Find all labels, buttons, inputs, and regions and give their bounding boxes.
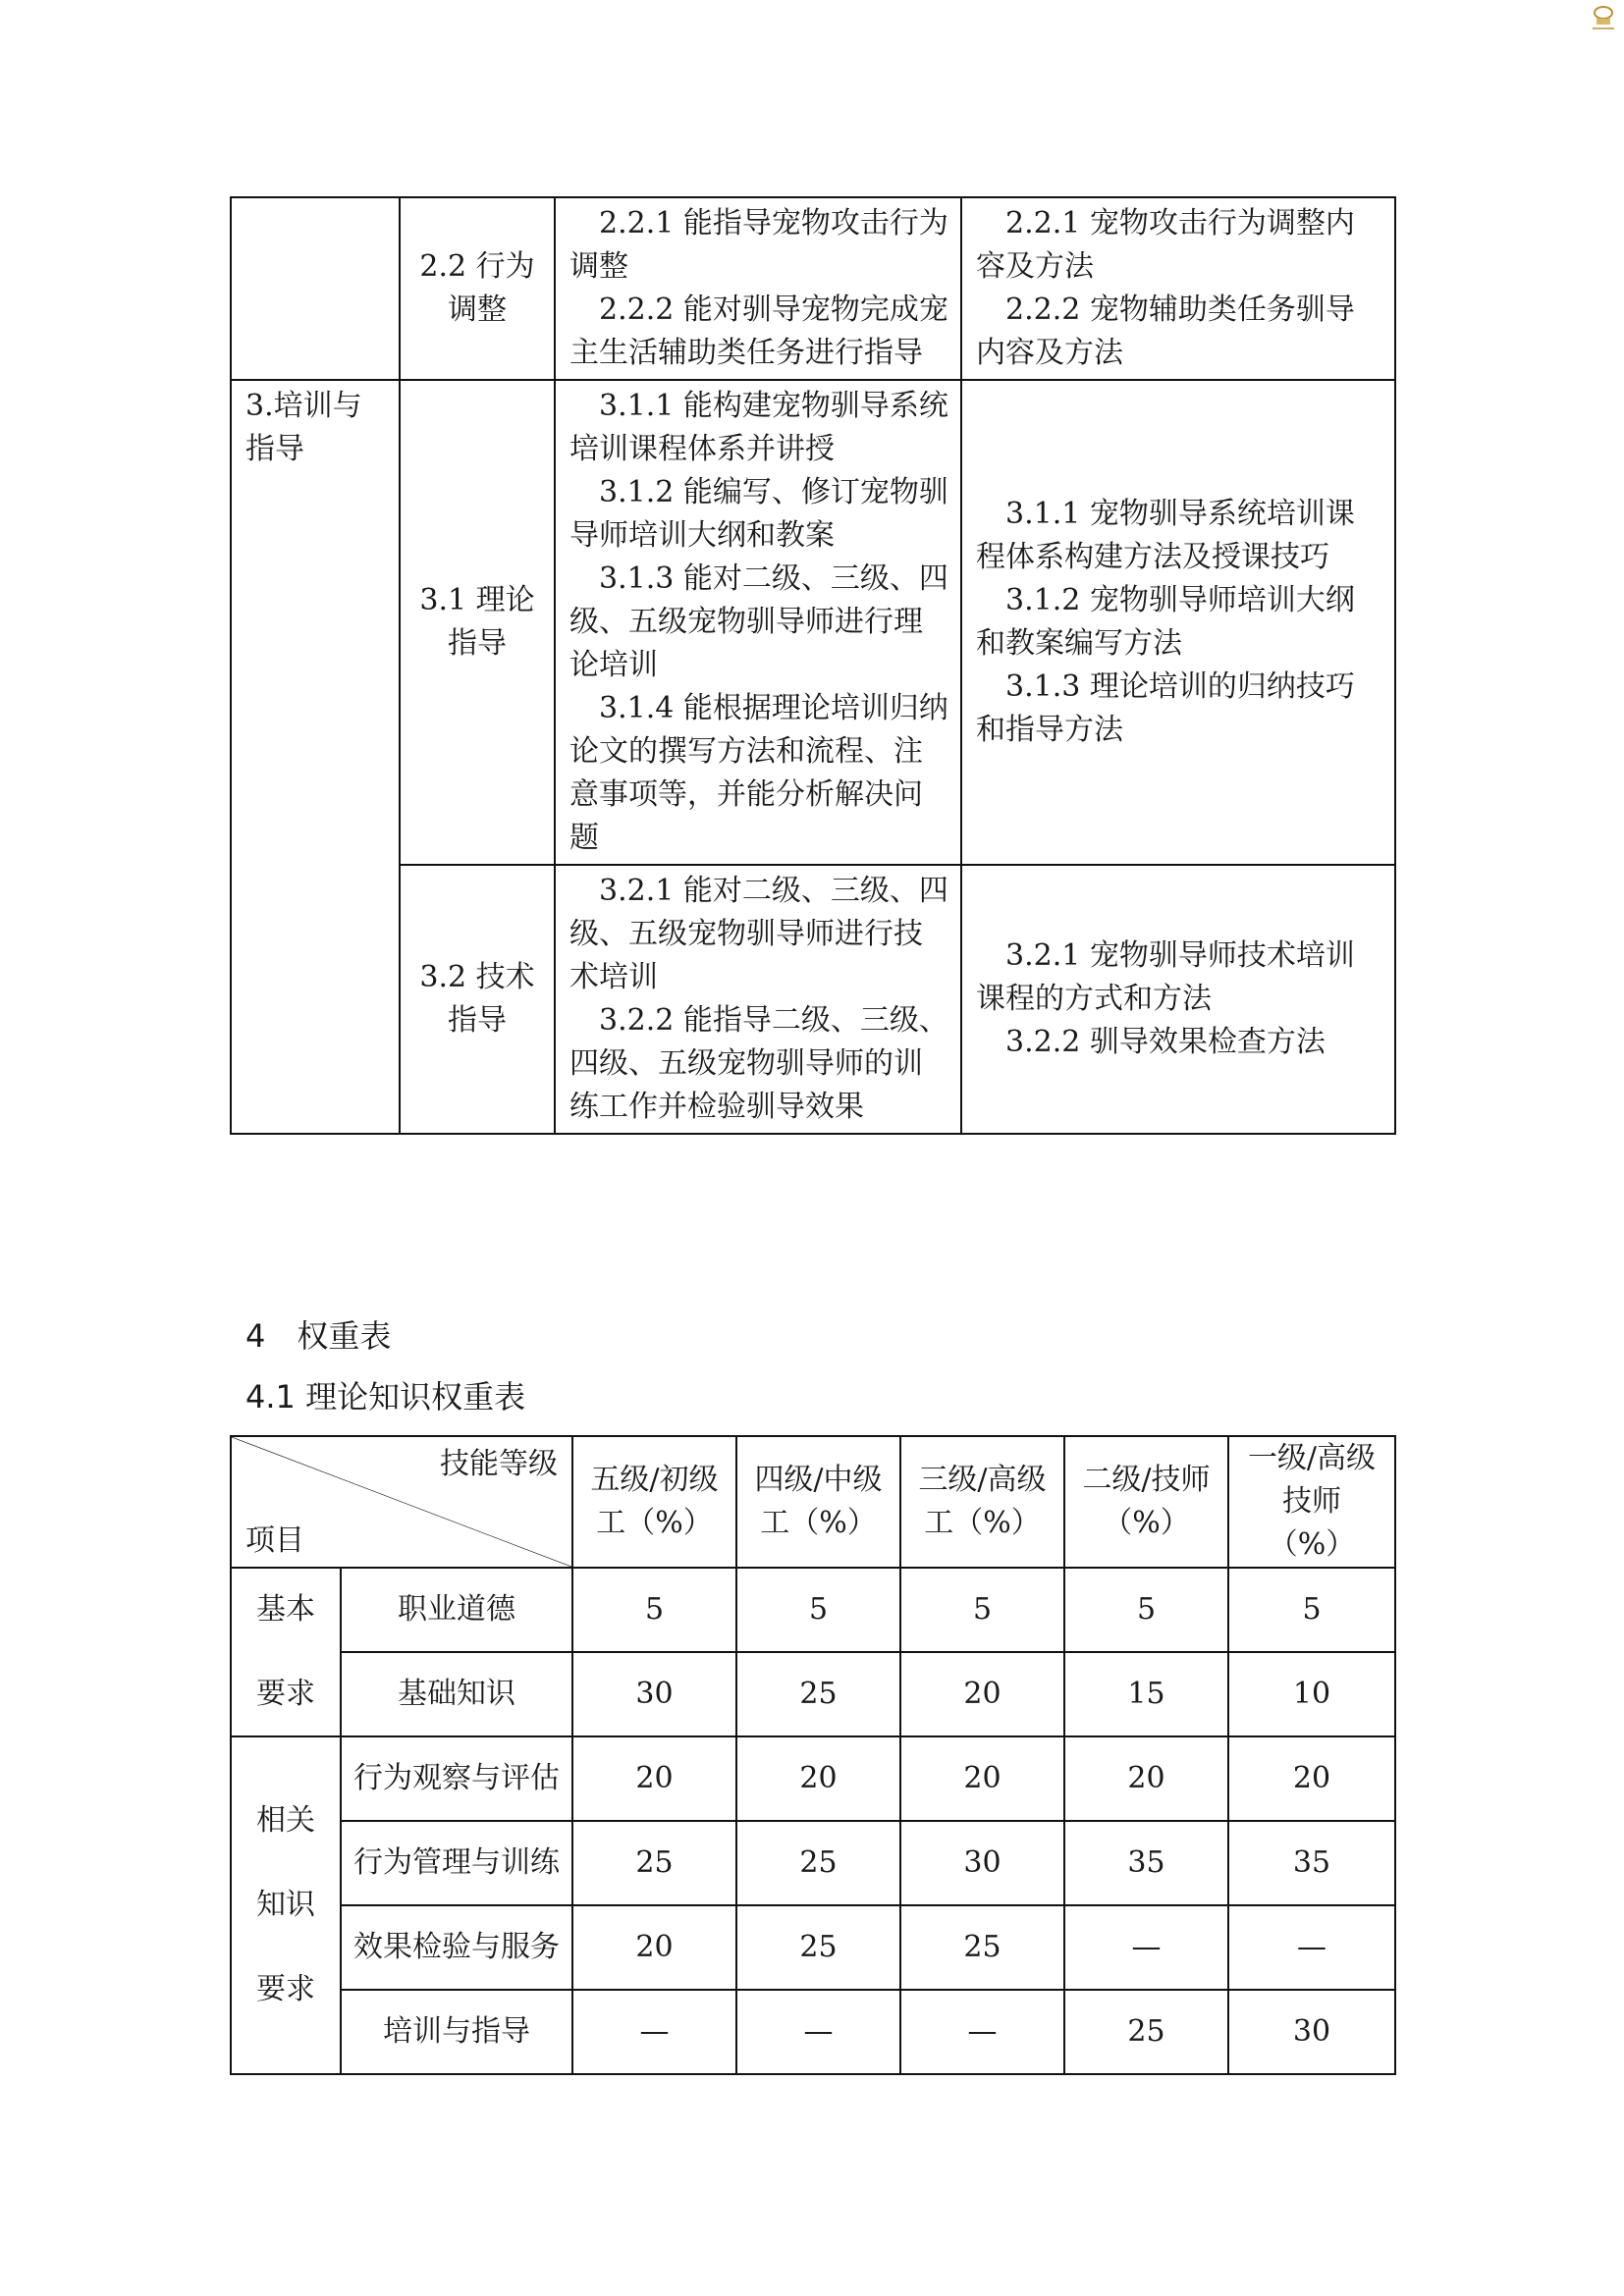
value-cell: 5 <box>900 1568 1064 1652</box>
skill-text: 3.2.1 能对二级、三级、四级、五级宠物驯导师进行技术培训 <box>569 874 948 994</box>
level-line: 工（%） <box>924 1506 1041 1540</box>
knowledge-cell <box>961 865 1395 1134</box>
level-header <box>900 1436 1064 1568</box>
table-row <box>231 380 1395 865</box>
group-basic-cell <box>231 1568 341 1736</box>
skill-cell <box>555 197 961 380</box>
value-cell: 25 <box>1064 1990 1228 2074</box>
value-cell: 20 <box>1064 1736 1228 1821</box>
value-cell: 35 <box>1064 1821 1228 1905</box>
table-row <box>231 197 1395 380</box>
skill-cell <box>555 865 961 1134</box>
item-label: 项目 <box>245 1523 304 1558</box>
level-line: 五级/初级 <box>590 1463 719 1497</box>
knowledge-text: 2.2.1 宠物攻击行为调整内容及方法 <box>976 206 1355 284</box>
value-cell: 25 <box>900 1905 1064 1990</box>
level-line: 四级/中级 <box>754 1463 883 1497</box>
skill-cell <box>555 380 961 865</box>
section-title: 4 权重表 <box>245 1317 392 1355</box>
value-cell: 25 <box>572 1821 736 1905</box>
value-cell: — <box>900 1990 1064 2074</box>
value-cell: 5 <box>736 1568 900 1652</box>
value-cell: 25 <box>736 1905 900 1990</box>
value-cell: 25 <box>736 1821 900 1905</box>
value-cell: 20 <box>572 1736 736 1821</box>
level-line: 技师 <box>1282 1484 1341 1519</box>
value-cell: 5 <box>572 1568 736 1652</box>
value-cell: 20 <box>1228 1736 1395 1821</box>
table-row <box>231 1905 1395 1990</box>
level-line: 工（%） <box>596 1506 713 1540</box>
value-cell: 10 <box>1228 1652 1395 1736</box>
level-line: 三级/高级 <box>918 1463 1047 1497</box>
value-cell: 30 <box>572 1652 736 1736</box>
skill-text: 3.1.3 能对二级、三级、四级、五级宠物驯导师进行理论培训 <box>569 561 948 682</box>
category-cell <box>231 197 400 380</box>
value-cell: 30 <box>1228 1990 1395 2074</box>
value-cell: — <box>572 1990 736 2074</box>
skill-text: 3.1.4 能根据理论培训归纳论文的撰写方法和流程、注意事项等，并能分析解决问题 <box>569 691 948 855</box>
weight-table <box>230 1435 1396 2075</box>
level-line: （%） <box>1268 1527 1356 1562</box>
row-name: 培训与指导 <box>341 1990 572 2074</box>
item-cell: 3.2 技术指导 <box>400 865 555 1134</box>
skill-text: 2.2.2 能对驯导宠物完成宠主生活辅助类任务进行指导 <box>569 293 948 370</box>
row-name: 效果检验与服务 <box>341 1905 572 1990</box>
table-row <box>231 1736 1395 1821</box>
value-cell: — <box>1228 1905 1395 1990</box>
knowledge-text: 3.1.2 宠物驯导师培训大纲和教案编写方法 <box>976 583 1355 661</box>
value-cell: 25 <box>736 1652 900 1736</box>
subsection-title: 4.1 理论知识权重表 <box>245 1378 526 1415</box>
value-cell: 30 <box>900 1821 1064 1905</box>
value-cell: — <box>736 1990 900 2074</box>
level-line: 工（%） <box>760 1506 877 1540</box>
table-row <box>231 865 1395 1134</box>
value-cell: 20 <box>572 1905 736 1990</box>
skill-requirements-table <box>230 196 1396 1135</box>
group-label: 相关 <box>256 1803 315 1838</box>
table-header-row <box>231 1436 1395 1568</box>
category-cell: 3.培训与指导 <box>231 380 400 1134</box>
logo-icon <box>1589 2 1618 31</box>
value-cell: 35 <box>1228 1821 1395 1905</box>
row-name: 基础知识 <box>341 1652 572 1736</box>
level-header <box>736 1436 900 1568</box>
table-row <box>231 1652 1395 1736</box>
value-cell: 20 <box>900 1736 1064 1821</box>
level-header <box>1228 1436 1395 1568</box>
row-name: 行为观察与评估 <box>341 1736 572 1821</box>
value-cell: 20 <box>736 1736 900 1821</box>
diagonal-header-cell <box>231 1436 572 1568</box>
group-related-cell <box>231 1736 341 2074</box>
skill-text: 3.1.1 能构建宠物驯导系统培训课程体系并讲授 <box>569 389 948 466</box>
skill-level-label: 技能等级 <box>440 1447 558 1481</box>
value-cell: 15 <box>1064 1652 1228 1736</box>
group-label: 基本 <box>256 1592 315 1627</box>
group-label: 知识 <box>256 1888 315 1922</box>
knowledge-text: 3.2.2 驯导效果检查方法 <box>1005 1025 1326 1059</box>
knowledge-cell <box>961 380 1395 865</box>
table-row <box>231 1568 1395 1652</box>
item-cell: 2.2 行为调整 <box>400 197 555 380</box>
level-line: 一级/高级 <box>1247 1441 1377 1475</box>
level-header <box>1064 1436 1228 1568</box>
level-line: （%） <box>1103 1506 1190 1540</box>
group-label: 要求 <box>256 1972 315 2006</box>
value-cell: — <box>1064 1905 1228 1990</box>
knowledge-text: 2.2.2 宠物辅助类任务驯导内容及方法 <box>976 293 1355 370</box>
knowledge-text: 3.1.3 理论培训的归纳技巧和指导方法 <box>976 669 1355 747</box>
knowledge-text: 3.1.1 宠物驯导系统培训课程体系构建方法及授课技巧 <box>976 497 1355 574</box>
level-line: 二级/技师 <box>1082 1463 1211 1497</box>
skill-text: 2.2.1 能指导宠物攻击行为调整 <box>569 206 948 284</box>
table-row <box>231 1821 1395 1905</box>
table-row <box>231 1990 1395 2074</box>
skill-text: 3.2.2 能指导二级、三级、四级、五级宠物驯导师的训练工作并检验驯导效果 <box>569 1003 948 1124</box>
row-name: 行为管理与训练 <box>341 1821 572 1905</box>
knowledge-cell <box>961 197 1395 380</box>
knowledge-text: 3.2.1 宠物驯导师技术培训课程的方式和方法 <box>976 938 1355 1016</box>
value-cell: 20 <box>900 1652 1064 1736</box>
value-cell: 5 <box>1064 1568 1228 1652</box>
value-cell: 5 <box>1228 1568 1395 1652</box>
group-label: 要求 <box>256 1677 315 1711</box>
level-header <box>572 1436 736 1568</box>
row-name: 职业道德 <box>341 1568 572 1652</box>
skill-text: 3.1.2 能编写、修订宠物驯导师培训大纲和教案 <box>569 475 948 553</box>
item-cell: 3.1 理论指导 <box>400 380 555 865</box>
